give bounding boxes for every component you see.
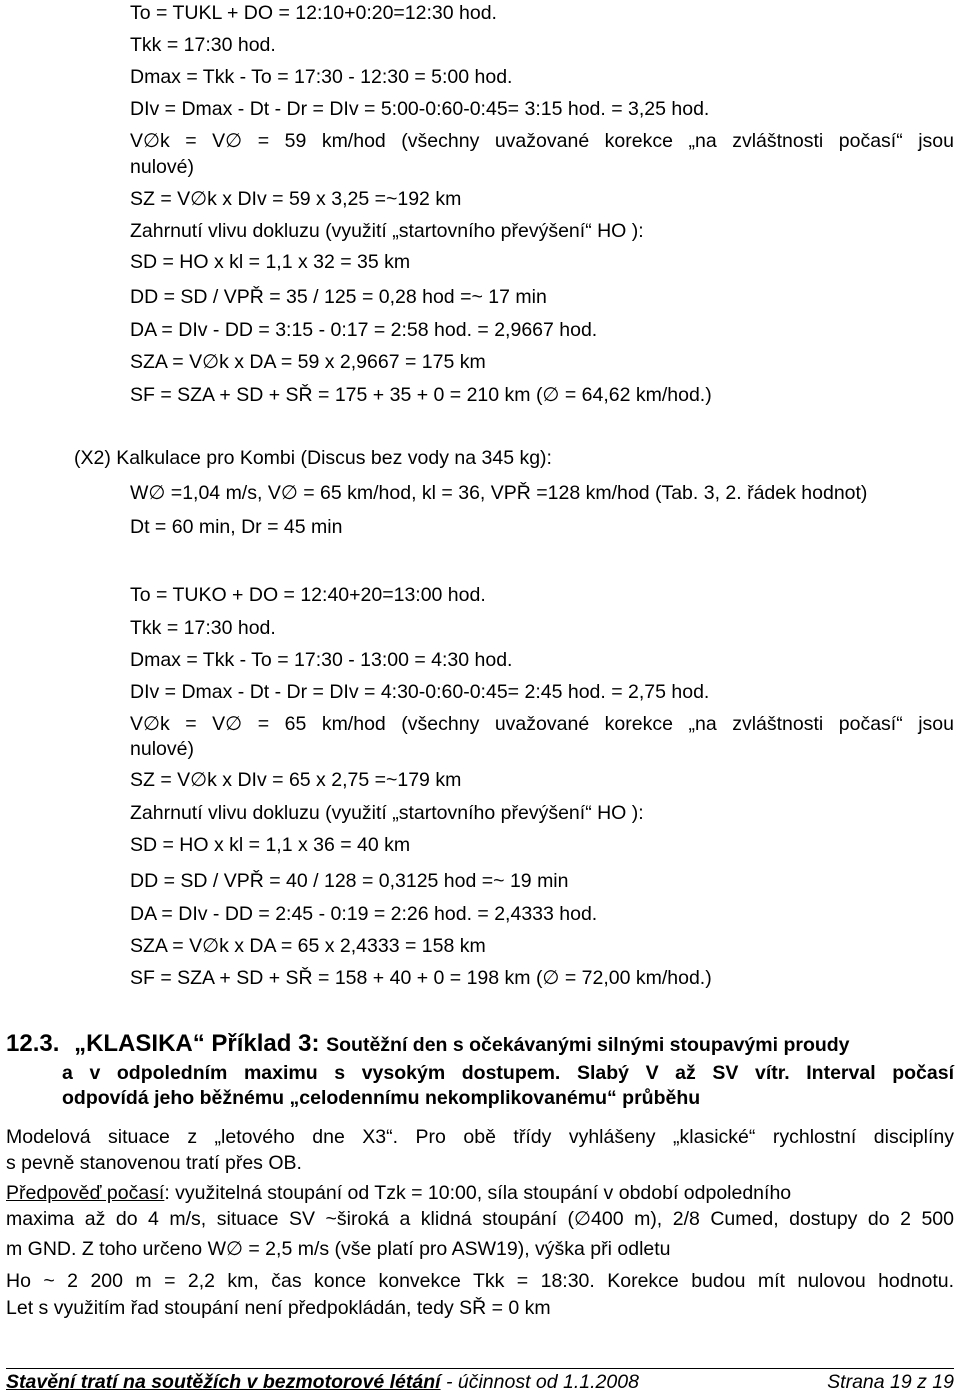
line-sza: SZA = V∅k x DA = 59 x 2,9667 = 175 km (130, 351, 486, 373)
line-sd-2: SD = HO x kl = 1,1 x 36 = 40 km (130, 834, 411, 856)
line-to-2: To = TUKO + DO = 12:40+20=13:00 hod. (130, 584, 486, 606)
line-div-2: DIv = Dmax - Dt - Dr = DIv = 4:30-0:60-0:45= 2:45 hod. = 2,75 hod. (130, 681, 710, 703)
section-title: „KLASIKA“ Příklad 3: (74, 1030, 320, 1057)
line-div: DIv = Dmax - Dt - Dr = DIv = 5:00-0:60-0:45= 3:15 hod. = 3,25 hod. (130, 98, 710, 120)
x2-title: (X2) Kalkulace pro Kombi (Discus bez vody na 345 kg): (74, 447, 552, 469)
line-vok-2: V∅k = V∅ = 65 km/hod (všechny uvažované korekce „na zvláštnosti počasí“ jsou (130, 713, 954, 735)
footer-validity: - účinnost od 1.1.2008 (440, 1371, 639, 1393)
line-vok-2-cont: nulové) (130, 738, 194, 760)
line-dokluz: Zahrnutí vlivu dokluzu (využití „startovního převýšení“ HO ): (130, 220, 644, 242)
line-sf: SF = SZA + SD + SŘ = 175 + 35 + 0 = 210 km (∅ = 64,62 km/hod.) (130, 384, 712, 406)
line-vok: V∅k = V∅ = 59 km/hod (všechny uvažované korekce „na zvláštnosti počasí“ jsou (130, 130, 954, 152)
line-tkk: Tkk = 17:30 hod. (130, 34, 276, 56)
section-title-rest: Soutěžní den s očekávanými silnými stoupavými proudy (326, 1034, 850, 1056)
line-x2-params: W∅ =1,04 m/s, V∅ = 65 km/hod, kl = 36, VPŘ =128 km/hod (Tab. 3, 2. řádek hodnot) (130, 482, 868, 504)
forecast-label: Předpověď počasí (6, 1182, 165, 1204)
line-da: DA = DIv - DD = 3:15 - 0:17 = 2:58 hod. = 2,9667 hod. (130, 319, 598, 341)
paragraph-forecast-line4: Ho ~ 2 200 m = 2,2 km, čas konce konvekce Tkk = 18:30. Korekce budou mít nulovou hodnotu. (6, 1270, 954, 1292)
footer-title: Stavění tratí na soutěžích v bezmotorové létání (6, 1371, 441, 1393)
section-heading (6, 1030, 850, 1058)
line-sza-2: SZA = V∅k x DA = 65 x 2,4333 = 158 km (130, 935, 486, 957)
line-vok-cont: nulové) (130, 156, 194, 178)
page-footer (6, 1368, 954, 1394)
line-tkk-2: Tkk = 17:30 hod. (130, 617, 276, 639)
line-sd: SD = HO x kl = 1,1 x 32 = 35 km (130, 251, 411, 273)
paragraph-model-line1: Modelová situace z „letového dne X3“. Pro obě třídy vyhlášeny „klasické“ rychlostní disciplíny (6, 1126, 954, 1148)
section-number: 12.3. (6, 1030, 60, 1057)
line-sz: SZ = V∅k x DIv = 59 x 3,25 =~192 km (130, 188, 462, 210)
line-sf-2: SF = SZA + SD + SŘ = 158 + 40 + 0 = 198 km (∅ = 72,00 km/hod.) (130, 967, 712, 989)
line-dmax-2: Dmax = Tkk - To = 17:30 - 13:00 = 4:30 hod. (130, 649, 513, 671)
paragraph-model-line2: s pevně stanovenou tratí přes OB. (6, 1152, 302, 1174)
line-dmax: Dmax = Tkk - To = 17:30 - 12:30 = 5:00 hod. (130, 66, 513, 88)
paragraph-forecast-line5: Let s využitím řad stoupání není předpokládán, tedy SŘ = 0 km (6, 1297, 551, 1319)
footer-page-number: Strana 19 z 19 (827, 1371, 954, 1393)
paragraph-forecast-line3: m GND. Z toho určeno W∅ = 2,5 m/s (vše platí pro ASW19), výška při odletu (6, 1238, 671, 1260)
line-dd: DD = SD / VPŘ = 35 / 125 = 0,28 hod =~ 17 min (130, 286, 547, 308)
line-x2-times: Dt = 60 min, Dr = 45 min (130, 516, 343, 538)
line-to: To = TUKL + DO = 12:10+0:20=12:30 hod. (130, 2, 497, 24)
section-heading-line2: a v odpoledním maximu s vysokým dostupem. Slabý V až SV vítr. Interval počasí (62, 1062, 954, 1084)
forecast-text: : využitelná stoupání od Tzk = 10:00, síla stoupání v období odpoledního (164, 1182, 792, 1204)
line-sz-2: SZ = V∅k x DIv = 65 x 2,75 =~179 km (130, 769, 462, 791)
paragraph-forecast-line2: maxima až do 4 m/s, situace SV ~široká a klidná stoupání (∅400 m), 2/8 Cumed, dostupy do 2 500 (6, 1208, 954, 1230)
section-heading-line3: odpovídá jeho běžnému „celodennímu nekomplikovanému“ průběhu (62, 1087, 701, 1109)
line-dd-2: DD = SD / VPŘ = 40 / 128 = 0,3125 hod =~ 19 min (130, 870, 569, 892)
paragraph-forecast-line1 (6, 1182, 954, 1204)
line-dokluz-2: Zahrnutí vlivu dokluzu (využití „startovního převýšení“ HO ): (130, 802, 644, 824)
line-da-2: DA = DIv - DD = 2:45 - 0:19 = 2:26 hod. = 2,4333 hod. (130, 903, 598, 925)
